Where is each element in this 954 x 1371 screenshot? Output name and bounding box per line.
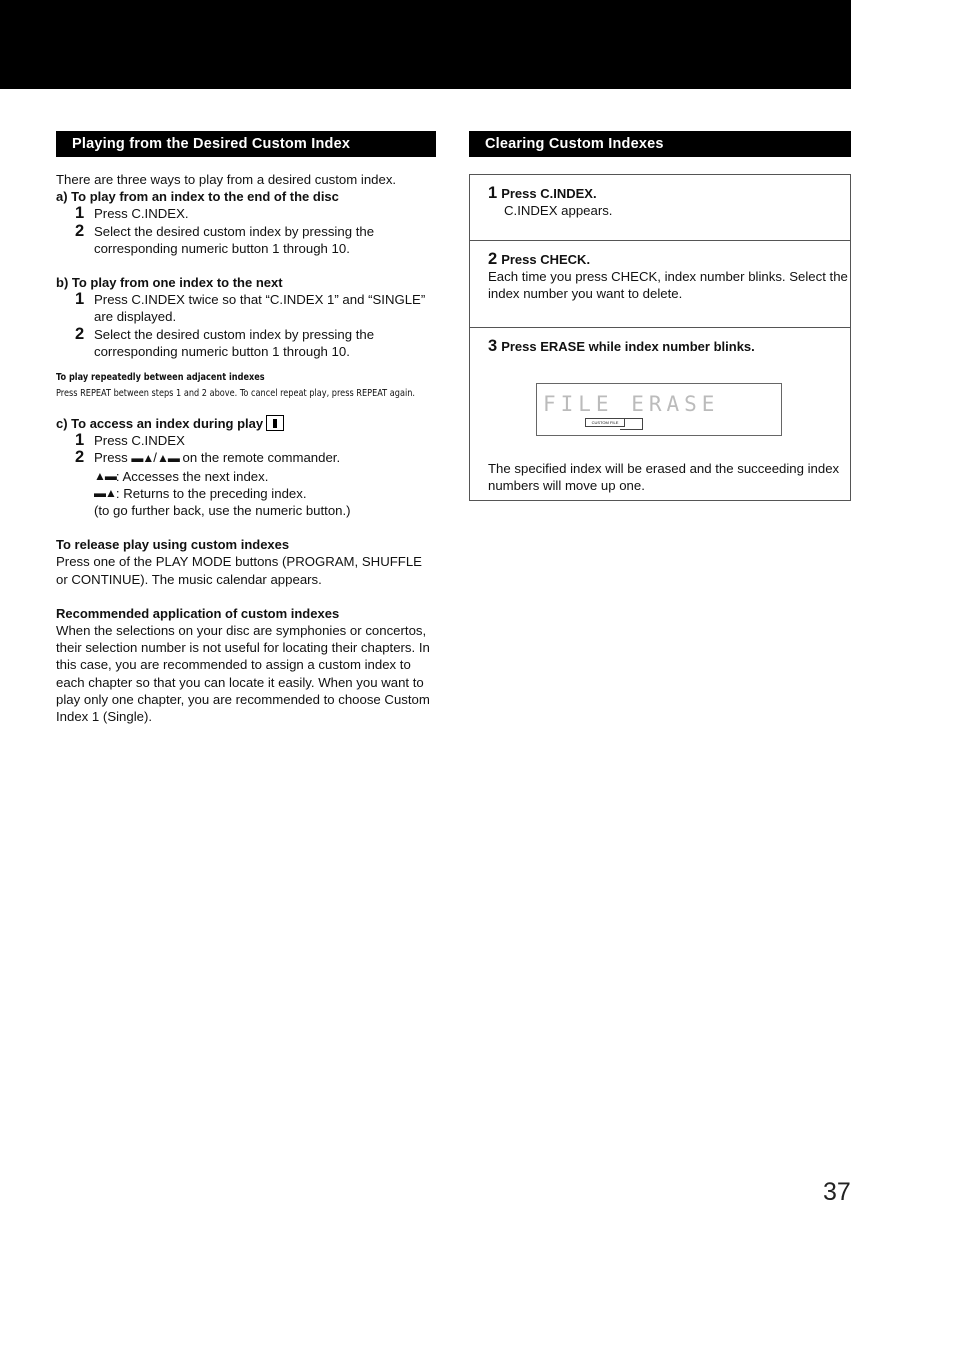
subheading-c-text: c) To access an index during play — [56, 416, 264, 432]
step-text: Select the desired custom index by pressing the corresponding numeric button 1 through 10. — [94, 326, 375, 359]
next-index-line — [56, 468, 436, 485]
step-number: 2 — [75, 448, 85, 467]
numeric-note-line — [56, 502, 436, 519]
step-number: 1 — [75, 204, 85, 223]
index-next-icon: ▲▬ — [156, 451, 179, 466]
step-number: 1 — [488, 184, 498, 202]
clear-step-1 — [470, 175, 850, 241]
clear-step-1-body: C.INDEX appears. — [504, 203, 613, 219]
subheading-release: To release play using custom indexes — [56, 537, 290, 553]
clear-step-2-body: Each time you press CHECK, index number blinks. Select the index number you want to delete. — [488, 269, 848, 302]
top-black-band — [0, 0, 851, 89]
step-title: Press C.INDEX. — [501, 186, 597, 201]
lcd-display — [536, 383, 782, 436]
step-title: Press ERASE while index number blinks. — [501, 339, 755, 354]
step-title: Press CHECK. — [501, 252, 591, 267]
arrow-separator: / — [153, 450, 157, 466]
clearing-steps-box — [469, 174, 851, 501]
clear-step-3-title — [488, 338, 850, 355]
right-column — [469, 131, 851, 501]
subheading-recommended: Recommended application of custom indexes — [56, 605, 340, 621]
index-next-icon: ▲▬ — [94, 468, 116, 483]
play-mode-icon — [266, 415, 284, 431]
lcd-custom-file-label: CUSTOM FILE — [585, 418, 625, 427]
repeat-note-body: Press REPEAT between steps 1 and 2 above. To cancel repeat play, press REPEAT again. — [56, 387, 416, 399]
subheading-a: a) To play from an index to the end of the disc — [56, 189, 339, 205]
index-prev-icon: ▬▲ — [94, 485, 116, 500]
prev-index-line — [56, 485, 436, 502]
clear-step-3 — [470, 328, 850, 500]
step-text: Press C.INDEX. — [94, 206, 189, 222]
prev-index-text: : Returns to the preceding index. — [115, 485, 307, 501]
numeric-note: (to go further back, use the numeric button.) — [94, 503, 351, 519]
step-text: Press C.INDEX — [94, 433, 185, 449]
step-number: 2 — [75, 221, 85, 240]
recommended-text: When the selections on your disc are symphonies or concertos, their selection number is not useful for locating their chapters. In this case, you are recommended to assign a custom index to each chapter so that you can locate it easily. When you want to play only one chapter, you are recommended to choose Custom Index 1 (Single). — [56, 623, 430, 725]
section-header-clearing: Clearing Custom Indexes — [469, 131, 851, 157]
left-column — [56, 131, 436, 725]
page-number: 37 — [823, 1178, 851, 1206]
next-index-text: : Accesses the next index. — [115, 468, 269, 484]
clear-step-2 — [470, 241, 850, 328]
step-number: 1 — [75, 290, 85, 309]
step-c1 — [56, 432, 436, 449]
step-number: 1 — [75, 431, 85, 450]
release-text: Press one of the PLAY MODE buttons (PROGRAM, SHUFFLE or CONTINUE). The music calendar appears. — [56, 554, 422, 587]
lcd-text: FILE ERASE — [543, 392, 720, 417]
index-prev-icon: ▬▲ — [131, 451, 154, 466]
section-header-playing: Playing from the Desired Custom Index — [56, 131, 436, 157]
step-number: 2 — [488, 250, 498, 268]
step-c2 — [56, 449, 436, 467]
step-b1 — [56, 291, 436, 325]
step-number: 3 — [488, 337, 498, 355]
step-text: Press C.INDEX twice so that “C.INDEX 1” and “SINGLE” are displayed. — [94, 292, 426, 325]
subheading-b: b) To play from one index to the next — [56, 275, 283, 291]
step-text-post: on the remote commander. — [182, 450, 341, 466]
clear-step-1-title — [488, 185, 850, 202]
lcd-segment — [620, 418, 643, 430]
clear-step-2-title — [488, 251, 850, 268]
intro-text: There are three ways to play from a desired custom index. — [56, 172, 397, 187]
erase-result-text: The specified index will be erased and the succeeding index numbers will move up one. — [488, 461, 840, 494]
step-number: 2 — [75, 324, 85, 343]
step-text-pre: Press — [94, 450, 128, 466]
repeat-note-title: To play repeatedly between adjacent indexes — [56, 372, 265, 384]
step-text: Select the desired custom index by pressing the corresponding numeric button 1 through 10. — [94, 223, 375, 256]
step-a1 — [56, 205, 436, 222]
subheading-c — [56, 415, 436, 432]
step-text — [94, 449, 436, 467]
step-b2 — [56, 326, 436, 360]
step-a2 — [56, 223, 436, 257]
